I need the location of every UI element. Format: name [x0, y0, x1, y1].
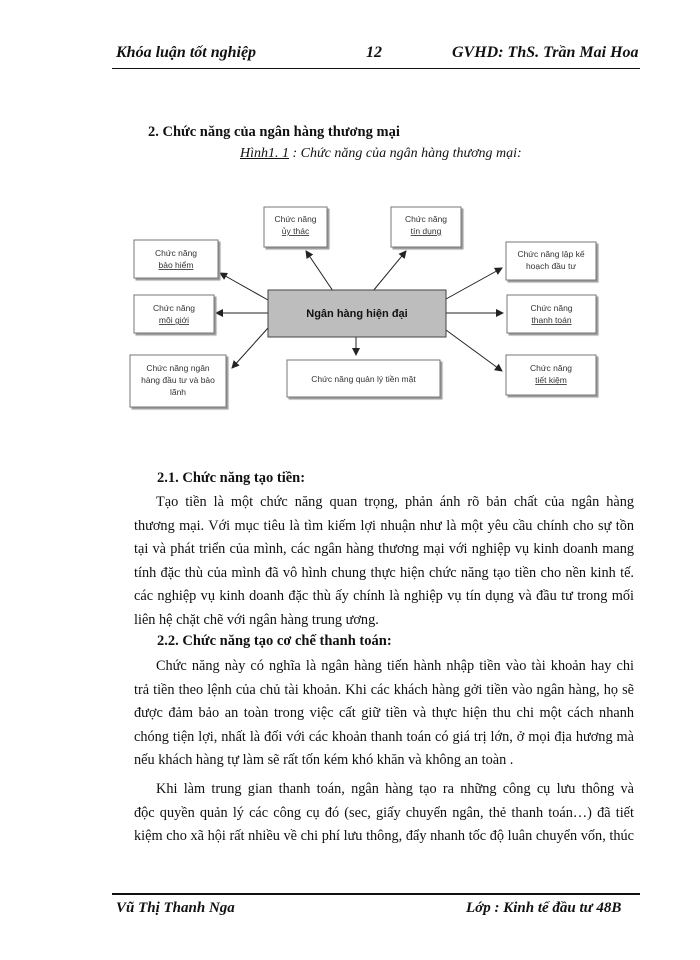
node-investment-banking-line2: hàng đầu tư và bảo [141, 375, 215, 385]
arrow-planning [446, 268, 502, 299]
p21-line-1: Tạo tiền là một chức năng quan trọng, phản ánh rõ bản chất của ngân hàng [156, 494, 634, 510]
subsection-heading-2-1: 2.1. Chức năng tạo tiền: [157, 470, 306, 486]
node-payment-line2: thanh toán [531, 315, 572, 325]
arrow-savings [446, 330, 502, 371]
node-trust [264, 207, 327, 247]
p21-line-6: liên hệ chặt chẽ với ngân hàng trung ương. [134, 611, 379, 628]
node-investment-banking-line3: lãnh [169, 387, 187, 397]
p22a-line-4: chóng tiện lợi, nhất là đối với các khoản thanh toán có giá trị lớn, ở mọi địa hương mà [134, 728, 634, 745]
header-title: Khóa luận tốt nghiệp [116, 44, 257, 61]
footer-author: Vũ Thị Thanh Nga [116, 900, 235, 916]
node-credit-line1: Chức năng [404, 214, 448, 224]
arrow-investment-banking [232, 328, 268, 368]
node-payment [507, 295, 596, 333]
subsection-heading-2-2: 2.2. Chức năng tạo cơ chế thanh toán: [157, 633, 392, 649]
center-label: Ngân hàng hiện đại [306, 308, 408, 320]
node-payment-line1: Chức năng [530, 303, 573, 313]
node-investment-banking-line1: Chức năng ngân [146, 363, 210, 373]
node-trust-line1: Chức năng [274, 214, 317, 224]
node-cash-management-line1: Chức năng quản lý tiền mặt [311, 374, 416, 384]
node-planning [506, 242, 596, 280]
arrow-trust [306, 251, 333, 291]
node-brokerage [134, 295, 214, 333]
section-heading: 2. Chức năng của ngân hàng thương mại [148, 124, 400, 140]
node-credit-line2: tín dụng [410, 226, 442, 236]
footer-rule [112, 893, 640, 895]
node-trust-line2: ủy thác [281, 226, 310, 236]
p22b-line-1: Khi làm trung gian thanh toán, ngân hàng tạo ra những công cụ lưu thông và [156, 781, 634, 797]
node-cash-management [287, 360, 440, 397]
node-brokerage-line2: môi giới [158, 315, 190, 325]
node-savings [506, 355, 596, 395]
p21-line-2: thương mại. Với mục tiêu là tìm kiếm lợi nhuận như là một yêu cầu chính cho sự tồn [134, 517, 634, 534]
node-planning-line1: Chức năng lập kế [517, 249, 585, 259]
node-investment-banking [130, 355, 226, 407]
node-brokerage-line1: Chức năng [152, 303, 196, 313]
node-planning-line2: hoạch đầu tư [525, 261, 577, 271]
functions-diagram [0, 0, 700, 440]
p22b-line-3: kiệm cho xã hội rất nhiều về chi phí lưu thông, đẩy nhanh tốc độ luân chuyển vốn, thúc [134, 828, 634, 845]
p22b-line-2: độc quyền quản lý các công cụ đó (sec, giấy chuyển ngân, thẻ thanh toán…) đã tiết [134, 804, 634, 821]
node-insurance [134, 240, 218, 278]
p22a-line-3: được đảm bảo an toàn trong việc cất giữ tiền và thực hiện thu chi một cách nhanh [134, 705, 634, 722]
figure-caption-text: : Chức năng của ngân hàng thương mại: [289, 146, 522, 161]
paragraph-2-1 [134, 491, 634, 633]
p22a-line-2: trả tiền theo lệnh của chủ tài khoản. Khi các khách hàng gởi tiền vào ngân hàng, họ sẽ [134, 681, 634, 698]
p22a-line-1: Chức năng này có nghĩa là ngân hàng tiến hành nhập tiền vào tài khoản hay chi [156, 658, 634, 674]
paragraph-2-2-b [134, 778, 634, 849]
node-savings-line2: tiết kiệm [535, 375, 567, 385]
node-insurance-line2: bảo hiểm [158, 260, 194, 270]
node-credit [391, 207, 461, 247]
arrow-insurance [220, 273, 268, 300]
p22a-line-5: nếu khách hàng tự làm sẽ rất tốn kém khó khăn và không an toàn . [134, 752, 514, 769]
footer-class: Lớp : Kinh tế đầu tư 48B [466, 900, 622, 916]
page-number: 12 [366, 44, 382, 61]
p21-line-3: tại và phát triển của mình, các ngân hàng thương mại với nghiệp vụ kinh doanh mang [134, 541, 634, 558]
arrow-credit [373, 251, 406, 291]
p21-line-5: các nghiệp vụ kinh doanh đặc thù ấy chính là nghiệp vụ tín dụng và đầu tư trong mối [134, 588, 634, 605]
figure-label: Hình1. 1 [240, 146, 289, 161]
p21-line-4: tính đặc thù của mình đã vô hình chung thực hiện chức năng tạo tiền cho nền kinh tế. [134, 564, 634, 581]
center-box [268, 290, 446, 337]
node-insurance-line1: Chức năng [154, 248, 198, 258]
header-supervisor: GVHD: ThS. Trần Mai Hoa [452, 44, 639, 61]
paragraph-2-2-a [134, 655, 634, 773]
node-savings-line1: Chức năng [529, 363, 573, 373]
